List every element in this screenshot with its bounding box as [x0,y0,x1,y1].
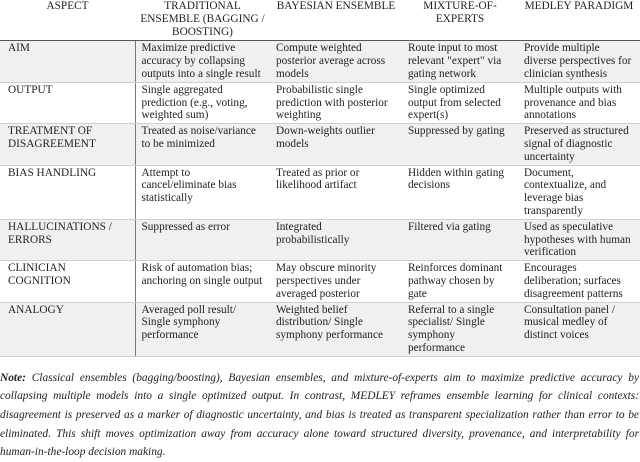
row-label: CLINICIAN COGNITION [0,261,135,302]
table-cell: Consultation panel / musical medley of distinct voices [518,302,640,356]
table-row [0,219,640,260]
table-row [0,302,640,356]
row-label: TREATMENT OF DISAGREEMENT [0,124,135,165]
table-cell: Down-weights outlier models [270,124,402,165]
table-cell: Suppressed as error [135,219,270,260]
row-label: OUTPUT [0,82,135,123]
column-header: BAYESIAN ENSEMBLE [270,0,402,41]
table-note [0,369,639,462]
table-cell: Treated as prior or likelihood artifact [270,165,402,219]
table-cell: Compute weighted posterior average across models [270,41,402,82]
table-cell: Encourages deliberation; surfaces disagreement patterns [518,261,640,302]
row-label: BIAS HANDLING [0,165,135,219]
table-row [0,41,640,82]
table-cell: Multiple outputs with provenance and bias annotations [518,82,640,123]
table-cell: Reinforces dominant pathway chosen by gate [402,261,518,302]
table-cell: Single optimized output from selected expert(s) [402,82,518,123]
table-cell: Provide multiple diverse perspectives for clinician synthesis [518,41,640,82]
column-header: TRADITIONAL ENSEMBLE (BAGGING / BOOSTING) [135,0,270,41]
table-row [0,124,640,165]
table-row [0,82,640,123]
column-header: ASPECT [0,0,135,41]
table-row [0,165,640,219]
note-label: Note: [0,371,26,384]
table-cell: May obscure minority perspectives under averaged posterior [270,261,402,302]
column-header: MIXTURE-OF-EXPERTS [402,0,518,41]
header-row [0,0,640,41]
table-cell: Preserved as structured signal of diagnostic uncertainty [518,124,640,165]
table-cell: Probabilistic single prediction with posterior weighting [270,82,402,123]
table-cell: Filtered via gating [402,219,518,260]
table-cell: Attempt to cancel/eliminate bias statistically [135,165,270,219]
table-cell: Suppressed by gating [402,124,518,165]
table-cell: Integrated probabilistically [270,219,402,260]
table-cell: Treated as noise/variance to be minimized [135,124,270,165]
table-cell: Document, contextualize, and leverage bias transparently [518,165,640,219]
table-cell: Weighted belief distribution/ Single symphony performance [270,302,402,356]
row-label: HALLUCINATIONS / ERRORS [0,219,135,260]
table-cell: Maximize predictive accuracy by collapsing outputs into a single result [135,41,270,82]
table-row [0,261,640,302]
table-cell: Averaged poll result/ Single symphony performance [135,302,270,356]
row-label: ANALOGY [0,302,135,356]
table-cell: Used as speculative hypotheses with human verification [518,219,640,260]
table-cell: Route input to most relevant "expert" via gating network [402,41,518,82]
table-cell: Hidden within gating decisions [402,165,518,219]
table-cell: Referral to a single specialist/ Single symphony performance [402,302,518,356]
row-label: AIM [0,41,135,82]
table-cell: Single aggregated prediction (e.g., voting, weighted sum) [135,82,270,123]
table-cell: Risk of automation bias; anchoring on single output [135,261,270,302]
column-header: MEDLEY PARADIGM [518,0,640,41]
note-text: Classical ensembles (bagging/boosting), Bayesian ensembles, and mixture-of-experts aim to maximize predictive accuracy by collapsing multiple models into a single optimized output. In contrast, MEDLEY reframes ensemble learning for clinical contexts: disagreement is preserved as a marker of diagnostic uncertainty, and bias is treated as transparent specialization rather than error to be eliminated. This shift moves optimization away from accuracy alone toward structured diversity, provenance, and interpretability for human-in-the-loop decision making. [0,371,639,459]
